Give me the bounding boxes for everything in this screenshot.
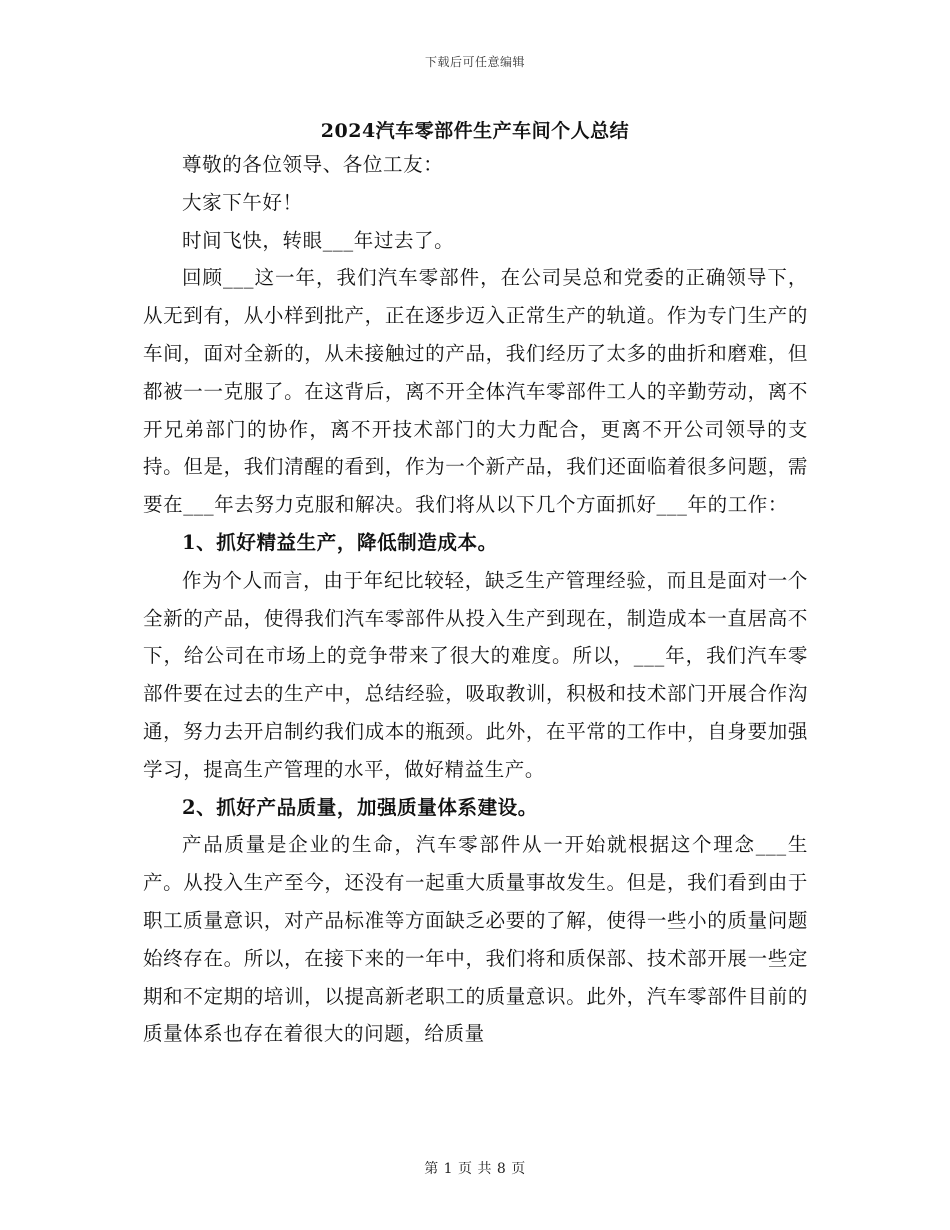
section-heading: 1、抓好精益生产，降低制造成本。 (182, 530, 498, 554)
page-footer: 第 1 页 共 8 页 (424, 1161, 526, 1177)
page-header-note: 下载后可任意编辑 (424, 55, 525, 69)
document-body (143, 146, 808, 1053)
body-paragraph: 作为个人而言，由于年纪比较轻，缺乏生产管理经验，而且是面对一个全新的产品，使得我们汽车零部件从投入生产到现在，制造成本一直居高不下，给公司在市场上的竞争带来了很大的难度。所以，___年，我们汽车零部件要在过去的生产中，总结经验，吸取教训，积极和技术部门开展合作沟通，努力去开启制约我们成本的瓶颈。此外，在平常的工作中，自身要加强学习，提高生产管理的水平，做好精益生产。 (143, 568, 808, 781)
body-paragraph: 时间飞快，转眼___年过去了。 (182, 228, 455, 252)
document-title: 2024汽车零部件生产车间个人总结 (320, 120, 630, 142)
body-paragraph: 回顾___这一年，我们汽车零部件，在公司吴总和党委的正确领导下，从无到有，从小样到批产，正在逐步迈入正常生产的轨道。作为专门生产的车间，面对全新的，从未接触过的产品，我们经历了太多的曲折和磨难，但都被一一克服了。在这背后，离不开全体汽车零部件工人的辛勤劳动，离不开兄弟部门的协作，离不开技术部门的大力配合，更离不开公司领导的支持。但是，我们清醒的看到，作为一个新产品，我们还面临着很多问题，需要在___年去努力克服和解决。我们将从以下几个方面抓好___年的工作： (143, 266, 808, 517)
greeting: 大家下午好！ (182, 190, 303, 214)
body-paragraph: 产品质量是企业的生命，汽车零部件从一开始就根据这个理念___生产。从投入生产至今，还没有一起重大质量事故发生。但是，我们看到由于职工质量意识，对产品标准等方面缺乏必要的了解，使得一些小的质量问题始终存在。所以，在接下来的一年中，我们将和质保部、技术部开展一些定期和不定期的培训，以提高新老职工的质量意识。此外，汽车零部件目前的质量体系也存在着很大的问题，给质量 (143, 833, 808, 1046)
salutation: 尊敬的各位领导、各位工友： (182, 153, 444, 176)
section-heading: 2、抓好产品质量，加强质量体系建设。 (182, 795, 538, 819)
